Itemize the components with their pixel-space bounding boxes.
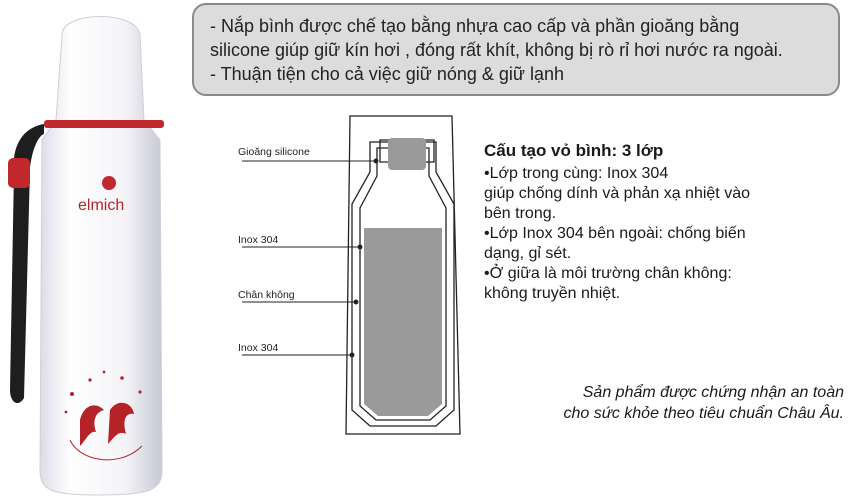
layers-line: •Ở giữa là môi trường chân không: [484, 265, 732, 282]
info-line: - Nắp bình được chế tạo bằng nhựa cao cấp và phần gioăng bằng [210, 16, 740, 36]
label-outer-steel: Inox 304 [238, 342, 279, 354]
info-line: silicone giúp giữ kín hơi , đóng rất khít, không bị rò rỉ hơi nước ra ngoài. [210, 40, 783, 60]
label-vacuum: Chân không [238, 289, 295, 301]
label-inner-steel: Inox 304 [238, 234, 279, 246]
bottle-body [40, 17, 162, 496]
layers-line: dạng, gỉ sét. [484, 245, 572, 262]
cert-line: cho sức khỏe theo tiêu chuẩn Châu Âu. [563, 405, 844, 422]
bottle-image [0, 0, 170, 500]
layers-line: giúp chống dính và phản xạ nhiệt vào [484, 185, 750, 202]
logo-text: elmich [78, 197, 125, 214]
cert-line: Sản phẩm được chứng nhận an toàn [582, 384, 844, 401]
layers-description [484, 140, 844, 304]
certification-note [486, 382, 844, 424]
layers-line: •Lớp Inox 304 bên ngoài: chống biến [484, 225, 746, 242]
cap-plug [388, 138, 426, 170]
bottle-strap [8, 124, 44, 403]
label-silicone-gasket: Gioăng silicone [238, 146, 310, 158]
feature-info-box [192, 3, 840, 96]
layers-line: bên trong. [484, 205, 557, 222]
cap-ring [44, 120, 164, 128]
layers-line: không truyền nhiệt. [484, 285, 621, 302]
liquid-fill [364, 228, 442, 416]
logo-icon [102, 176, 116, 190]
layers-title: Cấu tạo vỏ bình: 3 lớp [484, 141, 664, 160]
info-line: - Thuận tiện cho cả việc giữ nóng & giữ lạnh [210, 64, 564, 84]
layers-line: •Lớp trong cùng: Inox 304 [484, 165, 669, 182]
leader-lines [242, 159, 378, 357]
